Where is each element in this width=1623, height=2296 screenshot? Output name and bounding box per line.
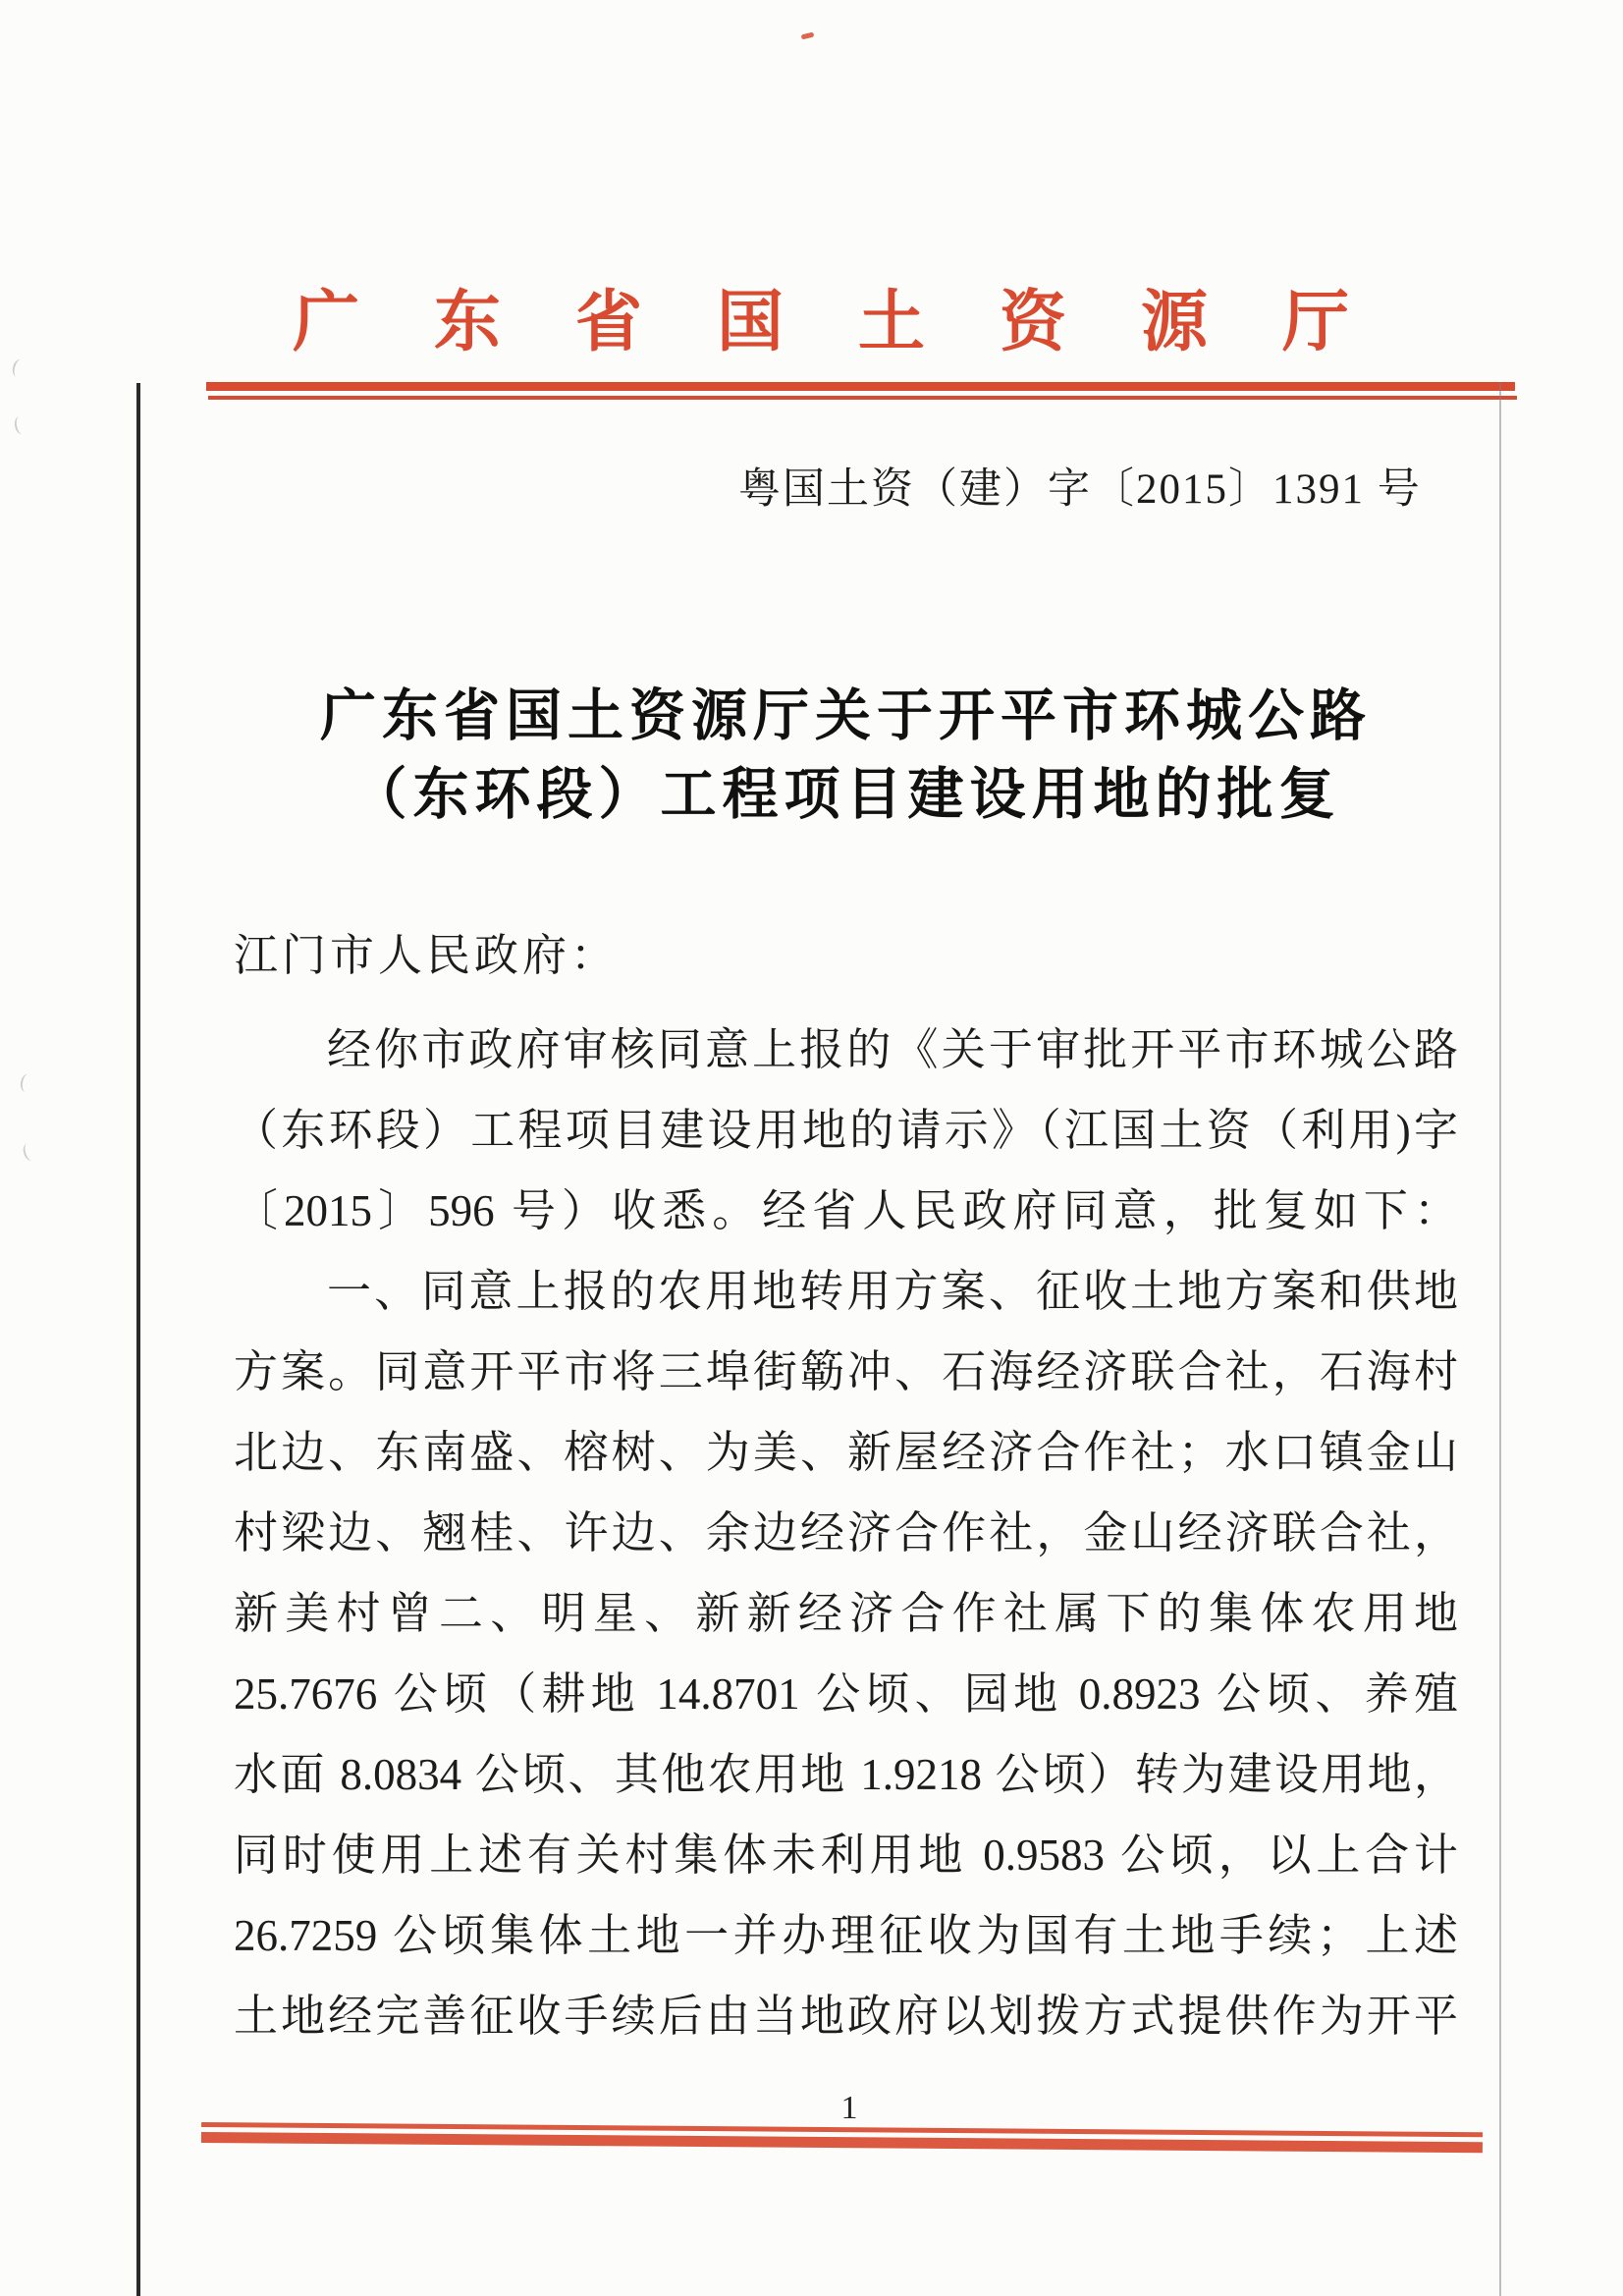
- scan-artifact: [14, 415, 28, 435]
- body-line: 26.7259 公顷集体土地一并办理征收为国有土地手续；上述: [234, 1911, 1458, 1960]
- body-line: 〔2015〕596 号）收悉。经省人民政府同意，批复如下：: [234, 1186, 1458, 1235]
- scan-edge-right: [1499, 383, 1501, 2296]
- header-rule-thick: [206, 382, 1515, 391]
- scan-artifact: [801, 32, 815, 40]
- document-title-line2: （东环段）工程项目建设用地的批复: [351, 764, 1341, 826]
- page-number: 1: [840, 2090, 858, 2126]
- body-line: 经你市政府审核同意上报的《关于审批开平市环城公路: [327, 1025, 1458, 1074]
- agency-header: 广东省国土资源厅: [293, 285, 1425, 359]
- scan-artifact: [22, 1142, 37, 1163]
- body-line: 同时使用上述有关村集体未利用地 0.9583 公顷，以上合计: [234, 1831, 1458, 1880]
- document-title-line1: 广东省国土资源厅关于开平市环城公路: [320, 685, 1372, 747]
- scan-edge-left: [136, 383, 140, 2296]
- body-line: 新美村曾二、明星、新新经济合作社属下的集体农用地: [234, 1589, 1458, 1638]
- body-line: 土地经完善征收手续后由当地政府以划拨方式提供作为开平: [234, 1992, 1458, 2041]
- body-line: （东环段）工程项目建设用地的请示》（江国土资（利用)字: [234, 1106, 1458, 1155]
- footer-rules: [201, 2122, 1483, 2153]
- document-title: [234, 678, 1458, 835]
- body-line: 水面 8.0834 公顷、其他农用地 1.9218 公顷）转为建设用地，: [234, 1750, 1458, 1799]
- body-line: 方案。同意开平市将三埠街簕冲、石海经济联合社，石海村: [234, 1347, 1458, 1396]
- salutation: 江门市人民政府：: [234, 931, 620, 980]
- body-line: 一、同意上报的农用地转用方案、征收土地方案和供地: [327, 1267, 1458, 1316]
- scan-artifact: [20, 1073, 33, 1092]
- body-line: 村梁边、翘桂、许边、余边经济合作社，金山经济联合社，: [234, 1508, 1458, 1558]
- scan-artifact: [11, 358, 27, 378]
- doc-number: 粤国土资（建）字〔2015〕1391 号: [738, 466, 1422, 513]
- header-rule-thin: [208, 396, 1517, 400]
- body-line: 25.7676 公顷（耕地 14.8701 公顷、园地 0.8923 公顷、养殖: [234, 1669, 1458, 1719]
- body-paragraphs: [234, 1010, 1458, 2056]
- body-line: 北边、东南盛、榕树、为美、新屋经济合作社；水口镇金山: [234, 1428, 1458, 1477]
